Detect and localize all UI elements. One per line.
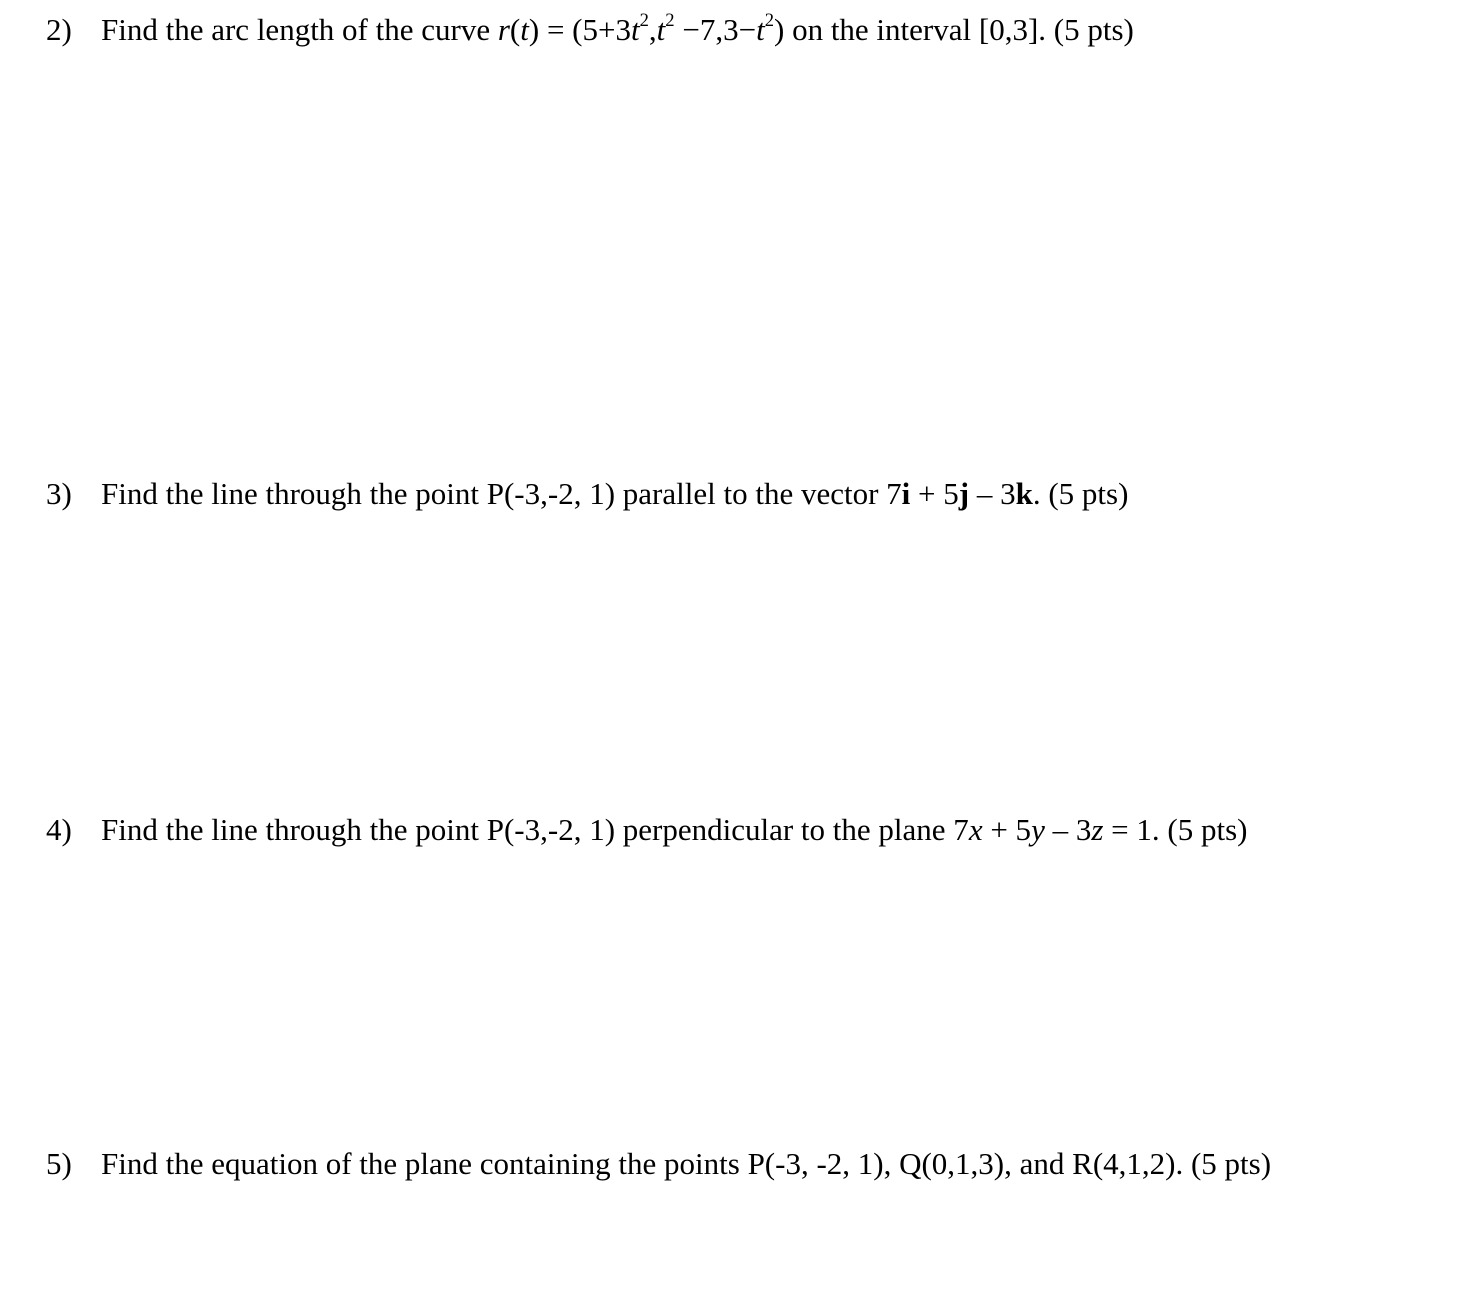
points: . (5 pts) [1151, 812, 1248, 847]
unit-vector-k: k [1015, 476, 1033, 511]
question-text: Find the line through the point P(-3,-2, 1) parallel to the vector 7 [101, 476, 902, 511]
interval: [0,3] [978, 12, 1039, 47]
curve-formula: $r(t) = (5+3t^2,t^2 -7,3-t^2)$ [497, 10, 785, 47]
question-2 [46, 10, 1134, 47]
unit-vector-i: i [901, 476, 911, 511]
var-y: y [1031, 812, 1045, 847]
unit-vector-j: j [958, 476, 970, 511]
question-5 [46, 1148, 1271, 1179]
var-z: z [1091, 812, 1104, 847]
question-text: Find the line through the point P(-3,-2, 1) perpendicular to the plane 7 [101, 812, 969, 847]
question-4: 4) Find the line through the point P(-3,-2, 1) perpendicular to the plane 7x + 5y – 3z = 1. (5 pts) [46, 812, 1248, 847]
question-3: 3) Find the line through the point P(-3,-2, 1) parallel to the vector 7i + 5j – 3k. (5 pts) [46, 476, 1129, 511]
points: . (5 pts) [1032, 476, 1129, 511]
question-text: Find the equation of the plane containing the points P(-3, -2, 1), Q(0,1,3), and R(4,1,2). (5 pts) [101, 1146, 1272, 1181]
question-number: 2) [46, 12, 72, 47]
question-text: Find the arc length of the curve [101, 12, 491, 47]
question-number: 4) [46, 812, 72, 847]
var-x: x [968, 812, 983, 847]
points: . (5 pts) [1038, 12, 1134, 47]
question-text-after: on the interval [792, 12, 972, 47]
question-number: 5) [46, 1146, 72, 1181]
question-number: 3) [46, 476, 72, 511]
